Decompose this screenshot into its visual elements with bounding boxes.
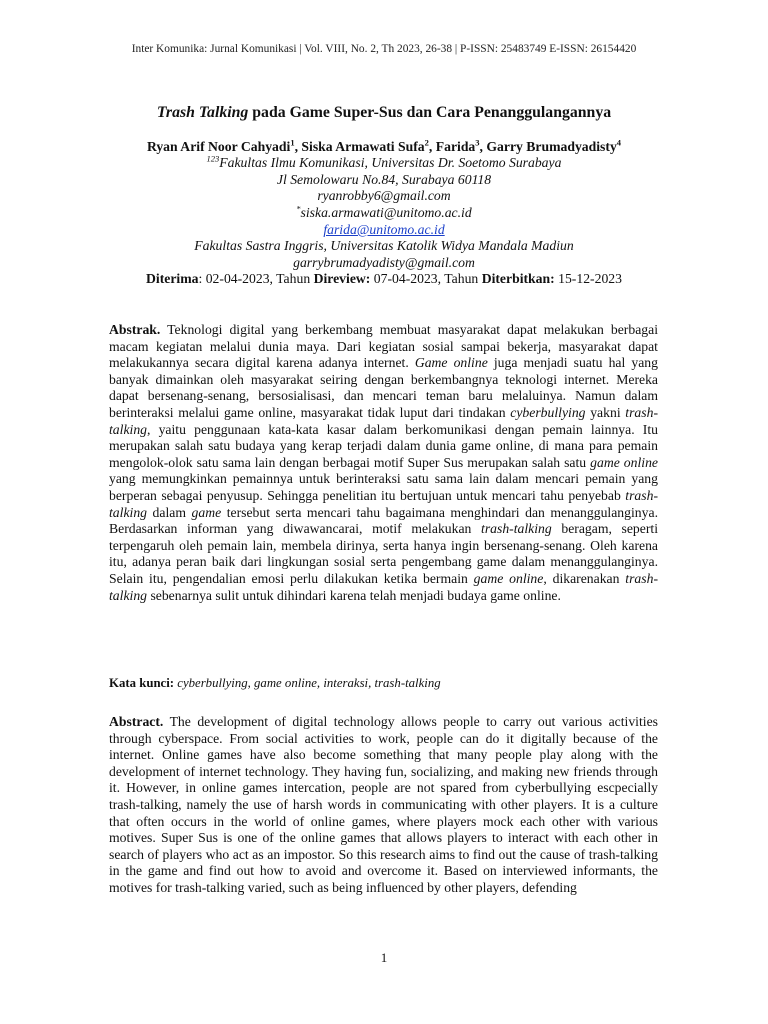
abstract-id-italic: game bbox=[191, 504, 222, 520]
email-2 bbox=[0, 205, 768, 221]
abstract-id-label: Abstrak. bbox=[109, 322, 161, 337]
abstract-en-label: Abstract. bbox=[109, 714, 164, 729]
reviewed-label: Direview: bbox=[313, 271, 371, 286]
title-rest: pada Game Super-Sus dan Cara Penanggulangannya bbox=[248, 104, 612, 121]
abstract-indonesian bbox=[109, 322, 658, 604]
title-italic: Trash Talking bbox=[156, 104, 249, 121]
author-sep: , bbox=[428, 139, 436, 154]
author-4-sup: 4 bbox=[616, 137, 622, 148]
author-sep: , bbox=[479, 139, 487, 154]
author-sep: , bbox=[294, 139, 302, 154]
author-list bbox=[0, 139, 768, 155]
abstract-id-italic: cyberbullying bbox=[510, 404, 586, 420]
published-date: 15-12-2023 bbox=[554, 271, 622, 286]
received-date: : 02-04-2023, Tahun bbox=[198, 271, 314, 286]
abstract-id-text: yang memungkinkan pemainnya untuk berinteraksi satu sama lain dalam mencari pemain yang berperan sebagai penyusup. Sehingga penelitian itu bertujuan untuk mencari tahu penyebab bbox=[109, 471, 658, 503]
author-1-sup: 1 bbox=[290, 137, 295, 148]
abstract-id-italic: Game online bbox=[414, 355, 488, 371]
abstract-english bbox=[109, 714, 658, 897]
author-2-sup: 2 bbox=[424, 137, 429, 148]
address-1: Jl Semolowaru No.84, Surabaya 60118 bbox=[276, 172, 492, 187]
abstract-id-italic: game online bbox=[590, 454, 658, 470]
email-3-row bbox=[0, 222, 768, 238]
paper-title bbox=[0, 104, 768, 122]
keywords-label: Kata kunci: bbox=[109, 676, 175, 690]
email-2-text: siska.armawati@unitomo.ac.id bbox=[300, 205, 472, 220]
affiliation-2: Fakultas Sastra Inggris, Universitas Katolik Widya Mandala Madiun bbox=[194, 238, 574, 253]
author-4: Garry Brumadyadisty bbox=[486, 139, 617, 154]
abstract-id-italic: trash-talking bbox=[481, 521, 552, 537]
author-3-sup: 3 bbox=[475, 137, 480, 148]
abstract-id-italic: trash-talking bbox=[109, 570, 658, 603]
abstract-id-italic: trash-talking bbox=[109, 404, 658, 437]
affiliation-1-text: Fakultas Ilmu Komunikasi, Universitas Dr. Soetomo Surabaya bbox=[219, 155, 562, 170]
author-3: Farida bbox=[435, 139, 476, 154]
email-3-link[interactable]: farida@unitomo.ac.id bbox=[323, 222, 445, 237]
abstract-en-text: The development of digital technology allows people to carry out various activities through cyberspace. From social activities to work, people can do it digitally because of the internet. Online games have also become something that many people play along with the development of internet technology. They having fun, socializing, and making new friends through it. However, in online games intercation, people are not spared from cyberbullying escpecially trash-talking, namely the use of harsh words in communicating with other players. It is a culture that often occurs in the world of online games, where players mock each other with various motives. Super Sus is one of the online games that allows players to interact with each other in search of players who act as an impostor. So this research aims to find out the cause of trash-talking in the game and find out how to avoid and overcome it. Based on interviewed informants, the motives for trash-talking varied, such as being influenced by other players, defending bbox=[109, 714, 658, 895]
abstract-id-text: sebenarnya sulit untuk dihindari karena telah menjadi budaya game online. bbox=[147, 587, 561, 603]
keywords bbox=[109, 675, 658, 691]
abstract-id-text: tersebut serta mencari tahu bagaimana menghindari dan menanggulanginya. Berdasarkan informan yang diwawancarai, motif melakukan bbox=[109, 504, 658, 537]
email-1: ryanrobby6@gmail.com bbox=[317, 188, 451, 203]
abstract-id-text: yakni bbox=[585, 404, 626, 420]
affiliation-1-sup: 123 bbox=[206, 153, 220, 164]
author-1: Ryan Arif Noor Cahyadi bbox=[146, 139, 291, 154]
published-label: Diterbitkan: bbox=[481, 271, 555, 286]
abstract-id-text: , yaitu penggunaan kata-kata kasar dalam berkomunikasi dengan pemain lainnya. Itu merupakan salah satu budaya yang kerap terjadi dalam dunia game online, di mana para pemain mengolok-olok satu sama lain dengan berbagai motif Super Sus merupakan salah satu bbox=[109, 421, 658, 470]
abstract-id-italic: game online bbox=[473, 570, 544, 586]
author-2: Siska Armawati Sufa bbox=[301, 139, 425, 154]
reviewed-date: 07-04-2023, Tahun bbox=[370, 271, 482, 286]
abstract-id-text: Teknologi digital yang berkembang membuat masyarakat dapat melakukan berbagai macam kegiatan melalui dunia maya. Dari kegiatan sosial sampai bekerja, masyarakat dapat melakukannya secara digital karena adanya internet. bbox=[109, 322, 658, 371]
dates-line bbox=[0, 271, 768, 287]
abstract-id-text: juga menjadi suatu hal yang banyak dimainkan oleh masyarakat seiring dengan berkembangnya teknologi internet. Mereka dapat bersenang-senang, bersosialisasi, dan mencari teman baru melaluinya. Namun dalam berinteraksi melalui game online, masyarakat tidak luput dari tindakan bbox=[109, 355, 658, 420]
abstract-id-text: beragam, seperti terpengaruh oleh pemain lain, membela dirinya, serta hanya ingin bersenang-senang. Oleh karena itu, adanya peran baik dari lingkungan sosial serta pengembang game dalam menanggulanginya. Selain itu, pengendalian emosi perlu dilakukan ketika bermain bbox=[109, 521, 658, 586]
affiliation-1 bbox=[0, 155, 768, 171]
corresponding-mark: * bbox=[296, 203, 301, 214]
page-number: 1 bbox=[380, 950, 388, 965]
abstract-id-italic: trash-talking bbox=[109, 487, 658, 520]
received-label: Diterima bbox=[146, 271, 199, 286]
running-header: Inter Komunika: Jurnal Komunikasi | Vol. VIII, No. 2, Th 2023, 26-38 | P-ISSN: 25483749 E-ISSN: 26154420 bbox=[131, 43, 637, 55]
email-4: garrybrumadyadisty@gmail.com bbox=[293, 255, 475, 270]
keywords-text: cyberbullying, game online, interaksi, trash-talking bbox=[174, 676, 441, 690]
abstract-id-text: dalam bbox=[147, 504, 192, 520]
abstract-id-text: , dikarenakan bbox=[543, 570, 626, 586]
